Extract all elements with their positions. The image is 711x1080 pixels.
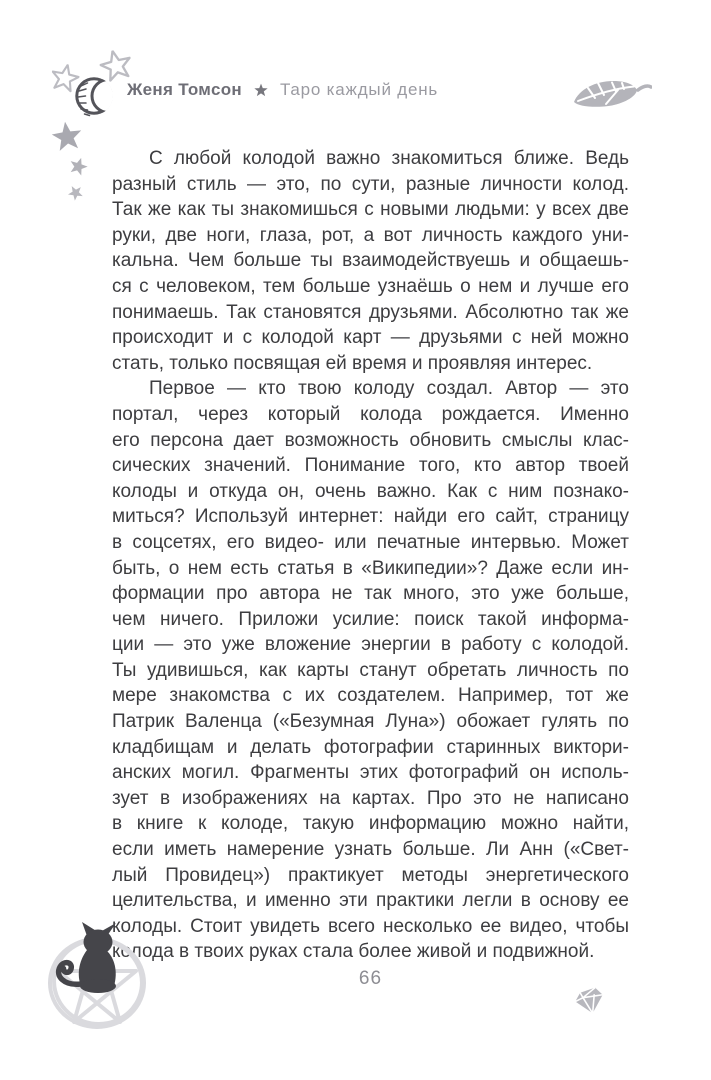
text-line: стать, только посвящая ей время и проявляя интерес. (112, 352, 593, 374)
text-line: анских могил. Фрагменты этих фотографий он исполь- (112, 762, 629, 784)
text-line: кальна. Чем больше ты взаимодействуешь и общаешь- (112, 250, 629, 272)
text-line: портал, через который колода рождается. Именно (112, 403, 629, 425)
body-text (112, 146, 629, 965)
text-line: формации про автора не так много, это уже больше, (112, 583, 629, 605)
text-line: колода в твоих руках стала более живой и подвижной. (112, 941, 595, 963)
paragraph (112, 376, 629, 965)
text-line: в соцсетях, его видео- или печатные интервью. Может (112, 531, 629, 553)
text-line: если иметь намерение узнать больше. Ли Анн («Свет- (112, 839, 629, 861)
text-line: в книге к колоде, такую информацию можно найти, (112, 813, 629, 835)
gem-icon (569, 982, 609, 1020)
text-line: Патрик Валенца («Безумная Луна») обожает гулять по (112, 711, 629, 733)
text-line: происходит и с колодой карт — друзьями с ней можно (112, 327, 629, 349)
star-filled-icon (65, 182, 87, 204)
text-line: колоды. Стоит увидеть всего несколько ее видео, чтобы (112, 915, 629, 937)
running-header (127, 79, 438, 101)
text-line: кладбищам и делать фотографии старинных виктори- (112, 736, 629, 758)
text-line: Так же как ты знакомишься с новыми людьми: у всех две (112, 199, 629, 221)
text-line: колоды и откуда он, очень важно. Как с ним познако- (112, 480, 629, 502)
text-line: быть, о нем есть статья в «Википедии»? Даже если ин- (112, 557, 629, 579)
text-line: разный стиль — это, по сути, разные личности колод. (112, 173, 629, 195)
text-line: лый Провидец») практикует методы энергетического (112, 864, 629, 886)
text-line: сических значений. Понимание того, кто автор твоей (112, 455, 629, 477)
author-name: Женя Томсон (127, 80, 242, 99)
crescent-moon-icon (75, 72, 115, 120)
text-line: Первое — кто твою колоду создал. Автор — это (149, 378, 629, 400)
star-filled-icon (49, 119, 85, 153)
book-title: Таро каждый день (279, 80, 439, 99)
paragraph (112, 146, 629, 376)
text-line: ся с человеком, тем больше узнаёшь о нем и лучше его (112, 275, 629, 297)
text-line: чем ничего. Приложи усилие: поиск такой информа- (112, 608, 629, 630)
text-line: мере знакомства с их создателем. Например, тот же (112, 685, 629, 707)
text-line: ции — это уже вложение энергии в работу с колодой. (112, 634, 629, 656)
star-separator-icon (254, 83, 268, 97)
text-line: миться? Используй интернет: найди его сайт, страницу (112, 506, 629, 528)
text-line: целительства, и именно эти практики легли в основу ее (112, 890, 629, 912)
text-line: зует в изображениях на картах. Про это не написано (112, 787, 629, 809)
text-line: руки, две ноги, глаза, рот, а вот личность каждого уни- (112, 224, 629, 246)
star-filled-icon (67, 155, 91, 178)
text-line: Ты удивишься, как карты станут обретать личность по (112, 659, 629, 681)
text-line: его персона дает возможность обновить смыслы клас- (112, 429, 629, 451)
leaf-icon (572, 74, 652, 112)
text-line: понимаешь. Так становятся друзьями. Абсолютно так же (112, 301, 629, 323)
page-number: 66 (358, 968, 383, 989)
text-line: С любой колодой важно знакомиться ближе. Ведь (149, 148, 629, 169)
